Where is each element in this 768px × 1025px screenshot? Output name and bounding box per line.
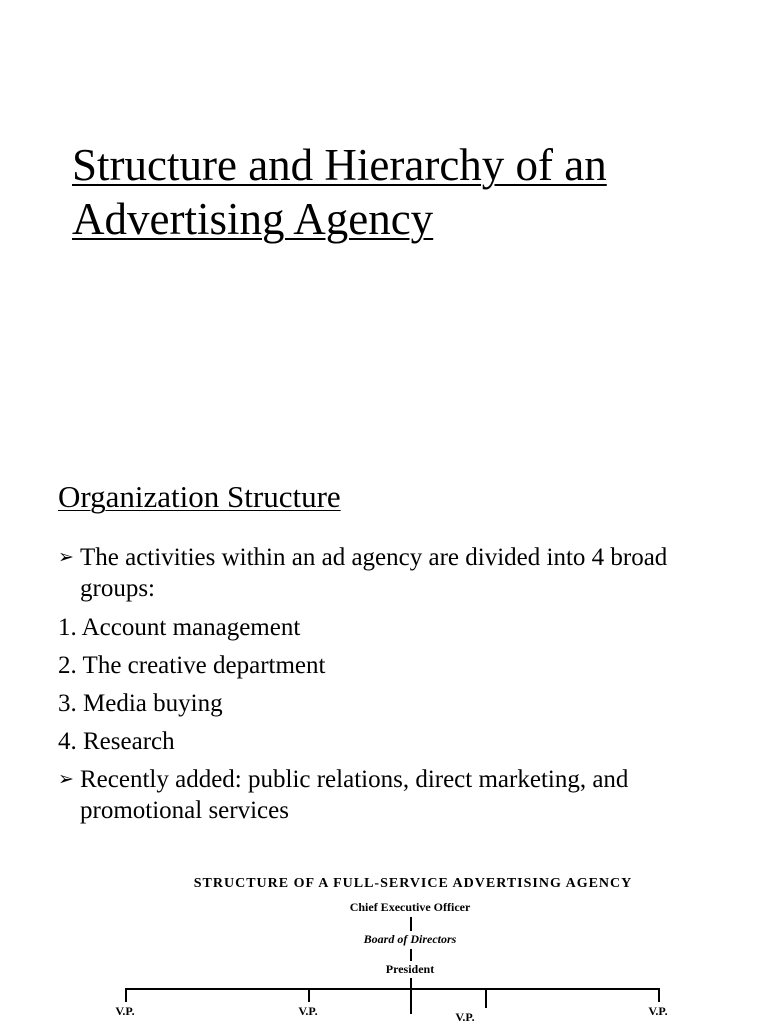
org-node-vp: V.P. [115, 1004, 135, 1018]
bullet-text: Recently added: public relations, direct marketing, and promotional services [80, 766, 629, 824]
connector-line [410, 949, 412, 961]
page-title: Structure and Hierarchy of an Advertising Agency [72, 140, 607, 244]
section-heading: Organization Structure [58, 479, 341, 514]
connector-line [658, 988, 660, 1002]
list-item: 2. The creative department [58, 652, 326, 679]
content-list [58, 542, 748, 834]
org-node-ceo: Chief Executive Officer [349, 900, 471, 914]
arrow-bullet-icon: ➢ [58, 768, 74, 790]
list-item: 3. Media buying [58, 690, 223, 717]
list-item: 1. Account management [58, 614, 301, 641]
org-chart-title: STRUCTURE OF A FULL-SERVICE ADVERTISING AGENCY [193, 876, 633, 891]
arrow-bullet-icon: ➢ [58, 546, 74, 568]
bullet-text: The activities within an ad agency are divided into 4 broad groups: [80, 544, 668, 602]
org-chart-figure [80, 870, 750, 1024]
connector-line [410, 917, 412, 931]
org-node-board: Board of Directors [363, 932, 457, 946]
bullet-item [58, 764, 748, 826]
org-node-vp: V.P. [298, 1004, 318, 1018]
connector-line [125, 988, 127, 1002]
org-node-president: President [385, 962, 435, 976]
org-node-vp: V.P. [455, 1010, 475, 1024]
connector-line [410, 978, 412, 1014]
org-node-vp: V.P. [648, 1004, 668, 1018]
connector-line [485, 988, 487, 1008]
bullet-item [58, 542, 748, 604]
connector-line [308, 988, 310, 1002]
list-item: 4. Research [58, 728, 175, 755]
connector-line [125, 988, 660, 990]
